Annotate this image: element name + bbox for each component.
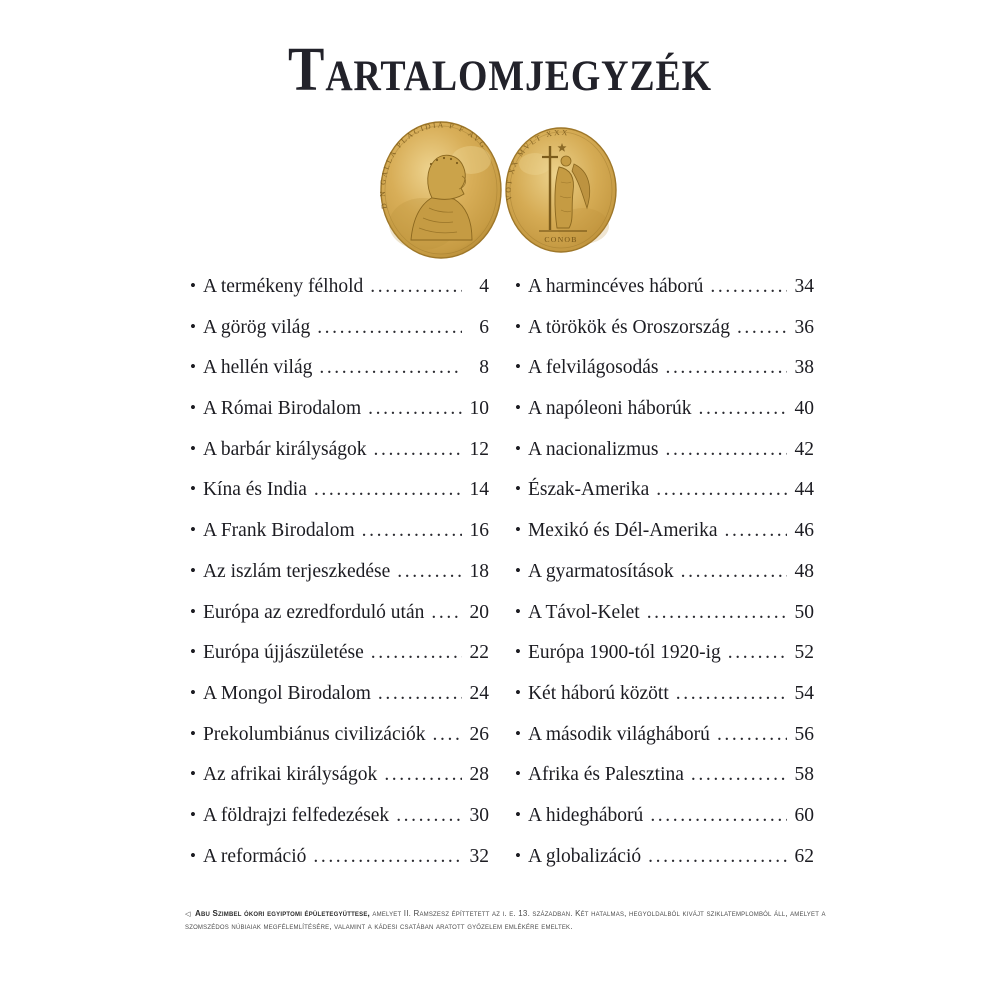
- toc-entry: [190, 357, 489, 398]
- toc-entry-page: 60: [794, 804, 814, 826]
- toc-entry: [190, 398, 489, 439]
- toc-entry-title: A földrajzi felfedezések: [202, 804, 390, 826]
- toc-entry: [190, 805, 489, 846]
- bullet-icon: •: [515, 601, 521, 621]
- toc-entry-title: Európa 1900-tól 1920-ig: [527, 642, 721, 664]
- toc-entry: [190, 602, 489, 643]
- bullet-icon: •: [515, 723, 521, 743]
- toc-entry-page: 4: [479, 276, 489, 297]
- dot-leader: [648, 846, 787, 868]
- dot-leader: [431, 602, 462, 624]
- toc-entry-title: Afrika és Palesztina: [527, 764, 684, 786]
- dot-leader: [699, 398, 787, 420]
- dot-leader: [378, 683, 462, 705]
- bullet-icon: •: [515, 845, 521, 865]
- toc-entry: [190, 276, 489, 317]
- dot-leader: [368, 398, 462, 420]
- toc-column-left: [190, 276, 489, 886]
- dot-leader: [710, 276, 787, 298]
- dot-leader: [317, 317, 462, 339]
- toc-entry-title: Prekolumbiánus civilizációk: [202, 723, 426, 745]
- toc-entry-title: Az afrikai királyságok: [202, 764, 378, 786]
- toc-entry: [515, 520, 814, 561]
- toc-entry-page: 22: [469, 642, 489, 664]
- dot-leader: [647, 602, 787, 624]
- toc-entry-page: 42: [794, 438, 814, 460]
- toc-entry: [515, 479, 814, 520]
- bullet-icon: •: [515, 357, 521, 377]
- toc-entry-title: A nacionalizmus: [527, 438, 659, 460]
- toc-entry-title: Kína és India: [202, 479, 307, 501]
- toc-entry-page: 26: [469, 723, 489, 745]
- toc-entry-title: Az iszlám terjeszkedése: [202, 560, 391, 582]
- toc-entry-page: 6: [479, 316, 489, 338]
- toc-entry-title: A globalizáció: [527, 845, 642, 867]
- bullet-icon: •: [190, 479, 196, 499]
- toc-entry: [190, 317, 489, 358]
- toc-entry-page: 50: [794, 601, 814, 623]
- toc-entry-page: 34: [794, 276, 814, 297]
- toc-entry-title: A reformáció: [202, 845, 307, 867]
- toc-entry-page: 38: [794, 357, 814, 379]
- toc-entry-page: 44: [794, 479, 814, 501]
- toc-entry: [515, 439, 814, 480]
- page-title: Tartalomjegyzék: [288, 36, 712, 104]
- toc-entry: [515, 602, 814, 643]
- bullet-icon: •: [190, 276, 196, 295]
- toc-entry-title: A barbár királyságok: [202, 438, 367, 460]
- bullet-icon: •: [190, 723, 196, 743]
- toc-entry-page: 48: [794, 560, 814, 582]
- toc-entry-title: A Római Birodalom: [202, 398, 362, 420]
- toc-entry-title: Észak-Amerika: [527, 479, 650, 501]
- toc-entry-title: Két háború között: [527, 682, 669, 704]
- bullet-icon: •: [190, 601, 196, 621]
- bullet-icon: •: [515, 682, 521, 702]
- dot-leader: [681, 561, 787, 583]
- dot-leader: [384, 764, 462, 786]
- toc-entry-page: 24: [469, 682, 489, 704]
- toc-entry: [190, 724, 489, 765]
- toc-entry-page: 54: [794, 682, 814, 704]
- toc-entry-title: Európa az ezredforduló után: [202, 601, 425, 623]
- bullet-icon: •: [515, 276, 521, 295]
- bullet-icon: •: [515, 764, 521, 784]
- toc-entry: [190, 439, 489, 480]
- dot-leader: [374, 439, 463, 461]
- coin-reverse-exergue: CONOB: [544, 235, 578, 244]
- dot-leader: [656, 479, 787, 501]
- toc-entry-page: 12: [469, 438, 489, 460]
- dot-leader: [717, 724, 787, 746]
- coin-obverse-legend: D N GALLA PLACIDIA P F AVG: [378, 120, 489, 210]
- toc-entry-title: A görög világ: [202, 316, 311, 338]
- toc-entry-page: 46: [794, 520, 814, 542]
- toc-entry-title: Mexikó és Dél-Amerika: [527, 520, 718, 542]
- toc-entry: [515, 805, 814, 846]
- bullet-icon: •: [190, 520, 196, 540]
- toc-entry: [515, 683, 814, 724]
- bullet-icon: •: [515, 642, 521, 662]
- toc-entry: [190, 479, 489, 520]
- bullet-icon: •: [190, 804, 196, 824]
- toc-entry-page: 14: [469, 479, 489, 501]
- bullet-icon: •: [515, 479, 521, 499]
- toc-entry-title: A napóleoni háborúk: [527, 398, 692, 420]
- toc-entry: [515, 276, 814, 317]
- coin-reverse: [504, 128, 616, 252]
- bullet-icon: •: [515, 398, 521, 418]
- toc-entry: [190, 683, 489, 724]
- toc-entry: [515, 846, 814, 887]
- bullet-icon: •: [190, 398, 196, 418]
- caption-body: amelyet II. Ramszesz építtetett az i. e. 13. században. Két hatalmas, hegyoldalból kivájt sziklatemplomból áll, amelyet a szomszédos núbiaiak megfélemlítésére, valamint a kádesi csatában aratott győzelem emlékére emeltek.: [185, 909, 826, 931]
- toc-entry: [515, 317, 814, 358]
- toc-entry-page: 58: [794, 764, 814, 786]
- toc-entry: [190, 561, 489, 602]
- coin-photos: [378, 118, 622, 264]
- toc-entry-page: 62: [794, 845, 814, 867]
- toc-entry-title: A termékeny félhold: [202, 276, 364, 297]
- bullet-icon: •: [515, 316, 521, 336]
- toc-entry: [515, 357, 814, 398]
- dot-leader: [362, 520, 462, 542]
- toc-entry-page: 30: [469, 804, 489, 826]
- dot-leader: [319, 357, 462, 379]
- bullet-icon: •: [190, 764, 196, 784]
- toc-entry-title: A felvilágosodás: [527, 357, 659, 379]
- toc-entry-title: A Mongol Birodalom: [202, 682, 371, 704]
- dot-leader: [371, 642, 462, 664]
- coin-reverse-legend: VOT XX MVLT XXX: [503, 127, 570, 201]
- bullet-icon: •: [190, 560, 196, 580]
- toc-entry-page: 52: [794, 642, 814, 664]
- toc-entry-page: 40: [794, 398, 814, 420]
- bullet-icon: •: [190, 438, 196, 458]
- toc-entry: [515, 398, 814, 439]
- toc-entry: [190, 764, 489, 805]
- dot-leader: [396, 805, 462, 827]
- bullet-icon: •: [190, 845, 196, 865]
- bullet-icon: •: [190, 682, 196, 702]
- bullet-icon: •: [190, 316, 196, 336]
- toc-entry-page: 56: [794, 723, 814, 745]
- dot-leader: [728, 642, 787, 664]
- dot-leader: [397, 561, 462, 583]
- toc-entry-title: A törökök és Oroszország: [527, 316, 730, 338]
- toc-entry-title: A Távol-Kelet: [527, 601, 640, 623]
- bullet-icon: •: [190, 357, 196, 377]
- bullet-icon: •: [515, 560, 521, 580]
- toc-entry-page: 20: [469, 601, 489, 623]
- toc-entry: [190, 846, 489, 887]
- toc-entry-title: A harmincéves háború: [527, 276, 704, 297]
- toc-entry-page: 28: [469, 764, 489, 786]
- toc-entry: [190, 642, 489, 683]
- caption: [185, 908, 833, 933]
- dot-leader: [724, 520, 787, 542]
- toc-entry: [515, 642, 814, 683]
- dot-leader: [314, 479, 462, 501]
- coins-illustration: [378, 118, 622, 264]
- dot-leader: [676, 683, 787, 705]
- toc-entry-page: 10: [469, 398, 489, 420]
- toc-entry-title: A hidegháború: [527, 804, 644, 826]
- coin-obverse: [378, 120, 501, 258]
- toc-entry: [515, 764, 814, 805]
- dot-leader: [737, 317, 787, 339]
- toc-entry-page: 8: [479, 357, 489, 379]
- dot-leader: [665, 357, 787, 379]
- dot-leader: [313, 846, 462, 868]
- toc-entry-title: A Frank Birodalom: [202, 520, 355, 542]
- bullet-icon: •: [515, 804, 521, 824]
- left-triangle-icon: ◁: [185, 911, 191, 918]
- toc-entry: [515, 561, 814, 602]
- bullet-icon: •: [515, 520, 521, 540]
- dot-leader: [370, 276, 462, 298]
- toc-entry-title: Európa újjászületése: [202, 642, 364, 664]
- toc-entry-title: A hellén világ: [202, 357, 313, 379]
- dot-leader: [650, 805, 787, 827]
- toc-entry: [190, 520, 489, 561]
- toc-column-right: [515, 276, 814, 886]
- bullet-icon: •: [515, 438, 521, 458]
- dot-leader: [665, 439, 787, 461]
- bullet-icon: •: [190, 642, 196, 662]
- dot-leader: [691, 764, 787, 786]
- dot-leader: [433, 724, 462, 746]
- toc-entry: [515, 724, 814, 765]
- toc-entry-title: A gyarmatosítások: [527, 560, 674, 582]
- caption-lead: Abu Szimbel ókori egyiptomi épületegyüttese,: [195, 909, 370, 918]
- toc-entry-page: 32: [469, 845, 489, 867]
- toc-entry-page: 36: [794, 316, 814, 338]
- toc-entry-title: A második világháború: [527, 723, 710, 745]
- toc-entry-page: 16: [469, 520, 489, 542]
- toc-entry-page: 18: [469, 560, 489, 582]
